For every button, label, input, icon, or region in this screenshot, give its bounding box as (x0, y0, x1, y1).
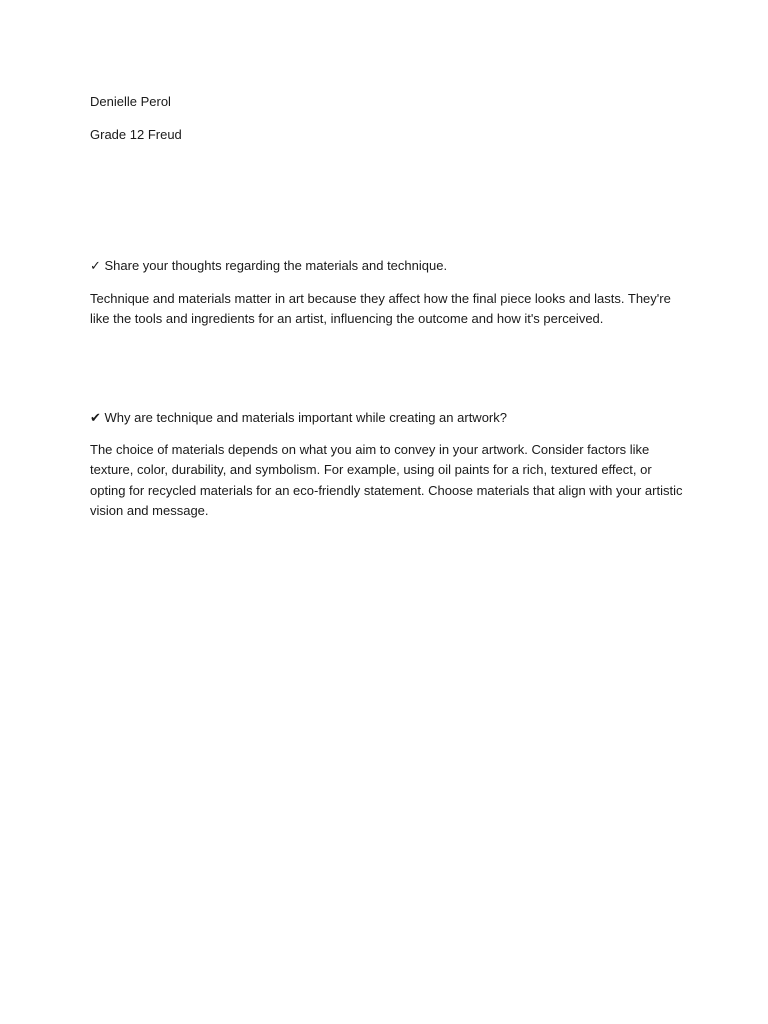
question-2: ✔ Why are technique and materials important while creating an artwork? (90, 410, 507, 425)
answer-2: The choice of materials depends on what you aim to convey in your artwork. Consider factors like texture, color, durability, and symbolism. For example, using oil paints for a rich, textured effect, or opting for recycled materials for an eco-friendly statement. Choose materials that align with your artistic vision and message. (90, 442, 683, 518)
grade-section: Grade 12 Freud (90, 127, 182, 142)
author-name: Denielle Perol (90, 94, 171, 109)
answer-1: Technique and materials matter in art because they affect how the final piece looks and lasts. They're like the tools and ingredients for an artist, influencing the outcome and how it's perceived. (90, 291, 671, 327)
question-1: ✓ Share your thoughts regarding the materials and technique. (90, 258, 448, 273)
